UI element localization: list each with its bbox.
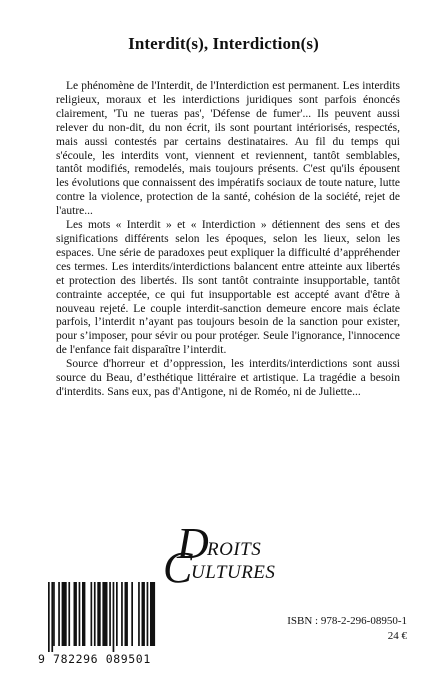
barcode-bar: [58, 582, 60, 646]
barcode-bar: [94, 582, 96, 646]
barcode-bar: [97, 582, 100, 646]
price: 24 €: [387, 630, 407, 642]
back-cover-text: [56, 80, 400, 400]
barcode-bar: [109, 582, 111, 646]
barcode-bar: [131, 582, 133, 646]
barcode-bar: [53, 582, 55, 646]
barcode-bar: [147, 582, 149, 646]
barcode: [38, 582, 156, 670]
barcode-bar: [68, 582, 70, 646]
barcode-bar: [138, 582, 140, 646]
barcode-bar: [150, 582, 155, 646]
barcode-bar: [121, 582, 123, 646]
barcode-bar: [62, 582, 67, 646]
paragraph-1: Le phénomène de l'Interdit, de l'Interdiction est permanent. Les interdits religieux, moraux et les interdictions juridiques sont parfois énoncés clairement, 'Tu ne tueras pas', 'Défense de fumer'... Ils peuvent aussi relever du non-dit, du non écrit, ils sont pourtant intériorisés, respectés, mais aussi contestés par certains destinataires. Au fil du temps qui s'écoule, les interdits vont, viennent et reviennent, tantôt semblables, tantôt modifiés, remodelés, mais toujours présents. C'est qu'ils épousent les évolutions que connaissent des impératifs sociaux de toute nature, lutte contre la violence, protection de la santé, cohésion de la société, rejet de l'autre...: [56, 80, 400, 218]
barcode-bar: [116, 582, 118, 646]
barcode-bar: [48, 582, 50, 652]
barcode-bar: [82, 582, 85, 646]
droits-cultures-logo: [163, 519, 333, 592]
barcode-bar: [91, 582, 93, 646]
paragraph-3: Source d'horreur et d’oppression, les interdits/interdictions sont aussi source du Beau, d’esthétique littéraire et artistique. La tragédie a besoin d'interdits. Sans eux, pas d'Antigone, ni de Roméo, ni de Juliette...: [56, 358, 400, 398]
logo-roits-text: ROITS: [207, 539, 262, 560]
isbn-block: [257, 614, 407, 644]
barcode-bar: [113, 582, 115, 652]
paragraph-2: Les mots « Interdit » et « Interdiction » détiennent des sens et des significations différents selon les époques, selon les lieux, selon les espaces. Une série de paradoxes peut expliquer la difficulté d’appréhender ces termes. Les interdits/interdictions balancent entre atteinte aux libertés et protection des libertés. Ils sont tantôt contrainte insupportable, tantôt contrainte acceptée, ce qui fut insupportable est accepté avant d'être à nouveau rejeté. Le couple interdit-sanction demeure encore mais éclate parfois, l’interdit n’ayant pas toujours besoin de la sanction pour exister, pour s’imposer, pour sévir ou pour protéger. Seule l'ignorance, l'innocence de l'enfance fait disparaître l’interdit.: [56, 219, 400, 357]
book-title: Interdit(s), Interdiction(s): [128, 34, 319, 53]
logo-ultures-text: ULTURES: [191, 562, 276, 583]
barcode-digits: 9 782296 089501: [38, 652, 151, 666]
barcode-bar: [102, 582, 107, 646]
barcode-bar: [51, 582, 53, 652]
logo-d-letter: D: [177, 519, 209, 568]
logo-c-letter: C: [163, 543, 193, 592]
barcode-bar: [74, 582, 77, 646]
isbn-number: ISBN : 978-2-296-08950-1: [287, 615, 407, 627]
barcode-bars: [38, 582, 156, 652]
barcode-bar: [142, 582, 145, 646]
barcode-bar: [79, 582, 81, 646]
barcode-bar: [125, 582, 128, 646]
